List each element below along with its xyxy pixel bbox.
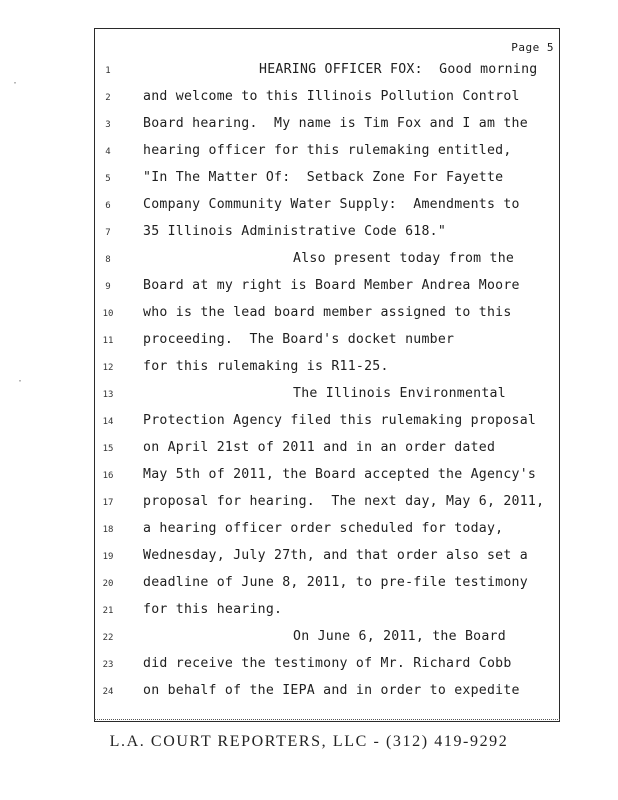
- line-text: Also present today from the: [293, 251, 515, 266]
- scan-speck: ·: [17, 376, 24, 387]
- transcript-line: [0, 521, 618, 547]
- line-text: "In The Matter Of: Setback Zone For Fayette: [143, 170, 504, 185]
- line-text: Wednesday, July 27th, and that order also set a: [143, 548, 528, 563]
- line-number: 20: [102, 579, 114, 589]
- line-number: 23: [102, 660, 114, 670]
- line-text: proceeding. The Board's docket number: [143, 332, 455, 347]
- line-text: for this rulemaking is R11-25.: [143, 359, 389, 374]
- line-text: hearing officer for this rulemaking entitled,: [143, 143, 512, 158]
- transcript-line: [0, 602, 618, 628]
- line-number: 4: [105, 147, 111, 157]
- transcript-line: [0, 656, 618, 682]
- transcript-line: [0, 332, 618, 358]
- frame-bottom-rule: [94, 719, 560, 720]
- transcript-line: [0, 62, 618, 88]
- transcript-line: [0, 224, 618, 250]
- line-number: 21: [102, 606, 114, 616]
- transcript-line: [0, 251, 618, 277]
- transcript-line: [0, 170, 618, 196]
- line-text: a hearing officer order scheduled for today,: [143, 521, 504, 536]
- line-text: deadline of June 8, 2011, to pre-file testimony: [143, 575, 528, 590]
- line-text: on April 21st of 2011 and in an order dated: [143, 440, 496, 455]
- line-text: On June 6, 2011, the Board: [293, 629, 506, 644]
- line-number: 6: [105, 201, 111, 211]
- line-number: 14: [102, 417, 114, 427]
- line-text: who is the lead board member assigned to this: [143, 305, 512, 320]
- transcript-line: [0, 197, 618, 223]
- transcript-line: [0, 116, 618, 142]
- line-number: 17: [102, 498, 114, 508]
- transcript-line: [0, 386, 618, 412]
- line-number: 9: [105, 282, 111, 292]
- line-number: 16: [102, 471, 114, 481]
- page-number: Page 5: [511, 41, 554, 54]
- transcript-line: [0, 629, 618, 655]
- line-number: 19: [102, 552, 114, 562]
- line-text: Board at my right is Board Member Andrea Moore: [143, 278, 520, 293]
- line-number: 15: [102, 444, 114, 454]
- line-number: 24: [102, 687, 114, 697]
- line-text: The Illinois Environmental: [293, 386, 506, 401]
- line-text: proposal for hearing. The next day, May 6, 2011,: [143, 494, 545, 509]
- line-number: 3: [105, 120, 111, 130]
- transcript-line: [0, 143, 618, 169]
- transcript-line: [0, 440, 618, 466]
- line-number: 11: [102, 336, 114, 346]
- line-text: for this hearing.: [143, 602, 283, 617]
- scan-speck: ·: [12, 78, 19, 89]
- transcript-line: [0, 548, 618, 574]
- line-number: 1: [105, 66, 111, 76]
- line-text: and welcome to this Illinois Pollution Control: [143, 89, 520, 104]
- line-text: Protection Agency filed this rulemaking proposal: [143, 413, 537, 428]
- line-text: Company Community Water Supply: Amendments to: [143, 197, 520, 212]
- line-number: 7: [105, 228, 111, 238]
- transcript-line: [0, 494, 618, 520]
- transcript-line: [0, 89, 618, 115]
- line-text: 35 Illinois Administrative Code 618.": [143, 224, 447, 239]
- line-number: 13: [102, 390, 114, 400]
- transcript-line: [0, 575, 618, 601]
- transcript-line: [0, 413, 618, 439]
- line-text: Board hearing. My name is Tim Fox and I am the: [143, 116, 528, 131]
- line-text: on behalf of the IEPA and in order to expedite: [143, 683, 520, 698]
- line-number: 22: [102, 633, 114, 643]
- transcript-line: [0, 683, 618, 709]
- transcript-line: [0, 467, 618, 493]
- line-number: 12: [102, 363, 114, 373]
- transcript-line: [0, 359, 618, 385]
- line-number: 5: [105, 174, 111, 184]
- line-text: HEARING OFFICER FOX: Good morning: [259, 62, 538, 77]
- line-number: 2: [105, 93, 111, 103]
- transcript-line: [0, 278, 618, 304]
- line-text: May 5th of 2011, the Board accepted the Agency's: [143, 467, 537, 482]
- transcript-line: [0, 305, 618, 331]
- court-reporter-footer: L.A. COURT REPORTERS, LLC - (312) 419-9292: [109, 733, 509, 750]
- line-number: 18: [102, 525, 114, 535]
- line-number: 8: [105, 255, 111, 265]
- line-text: did receive the testimony of Mr. Richard Cobb: [143, 656, 512, 671]
- line-number: 10: [102, 309, 114, 319]
